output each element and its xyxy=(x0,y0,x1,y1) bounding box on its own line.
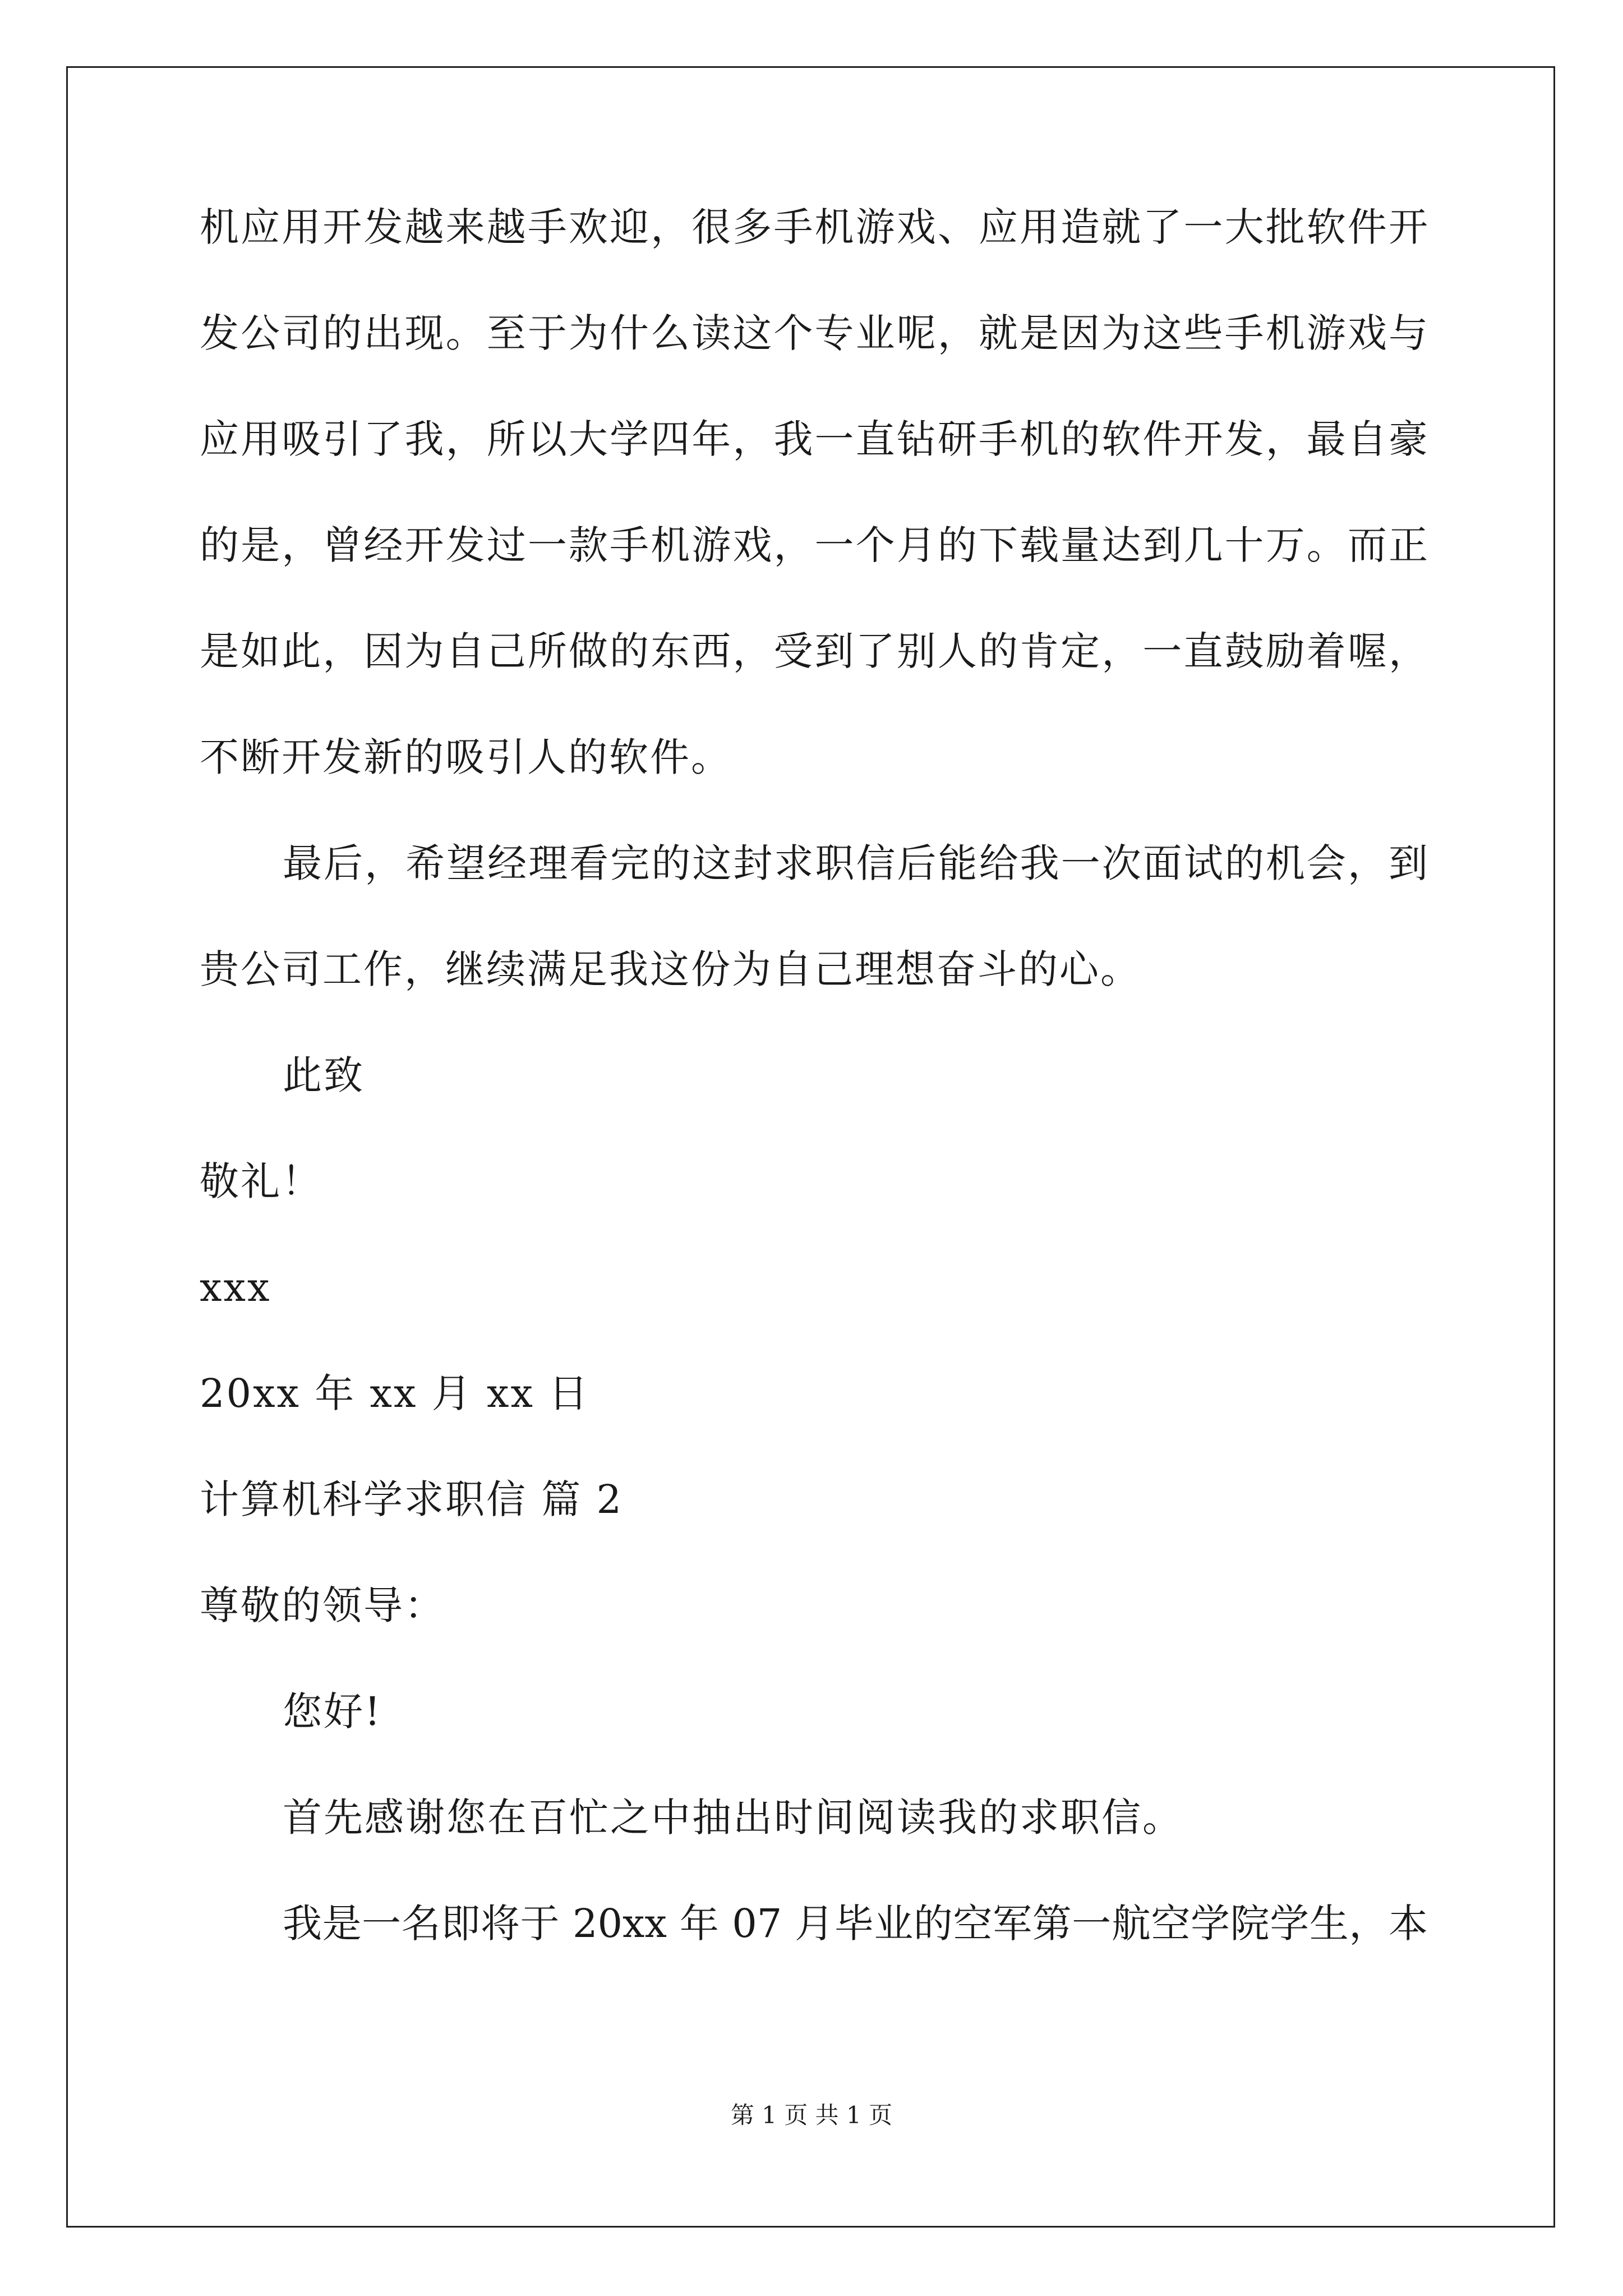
paragraph-line: 应用吸引了我，所以大学四年，我一直钻研手机的软件开发，最自豪 xyxy=(200,416,1428,462)
paragraph-line: 不断开发新的吸引人的软件。 xyxy=(200,734,732,780)
paragraph-line: 首先感谢您在百忙之中抽出时间阅读我的求职信。 xyxy=(283,1795,1183,1841)
paragraph-line: 贵公司工作，继续满足我这份为自己理想奋斗的心。 xyxy=(200,946,1141,992)
greeting-hello: 您好! xyxy=(283,1688,382,1734)
salutation-closing: 敬礼！ xyxy=(200,1158,322,1204)
paragraph-line: 我是一名即将于 20xx 年 07 月毕业的空军第一航空学院学生，本 xyxy=(283,1901,1428,1947)
signature-name: xxx xyxy=(200,1264,271,1310)
signature-date: 20xx 年 xx 月 xx 日 xyxy=(200,1370,590,1416)
paragraph-line: 发公司的出现。至于为什么读这个专业呢，就是因为这些手机游戏与 xyxy=(200,310,1428,356)
section-title: 计算机科学求职信 篇 2 xyxy=(200,1476,624,1522)
paragraph-line: 最后，希望经理看完的这封求职信后能给我一次面试的机会，到 xyxy=(283,840,1428,886)
closing-phrase: 此致 xyxy=(283,1052,365,1098)
paragraph-line: 是如此，因为自己所做的东西，受到了别人的肯定，一直鼓励着喔， xyxy=(200,628,1428,674)
page-footer: 第 1 页 共 1 页 xyxy=(730,2101,893,2129)
greeting: 尊敬的领导： xyxy=(200,1582,445,1628)
paragraph-line: 的是，曾经开发过一款手机游戏，一个月的下载量达到几十万。而正 xyxy=(200,522,1428,568)
paragraph-line: 机应用开发越来越手欢迎，很多手机游戏、应用造就了一大批软件开 xyxy=(200,204,1428,250)
